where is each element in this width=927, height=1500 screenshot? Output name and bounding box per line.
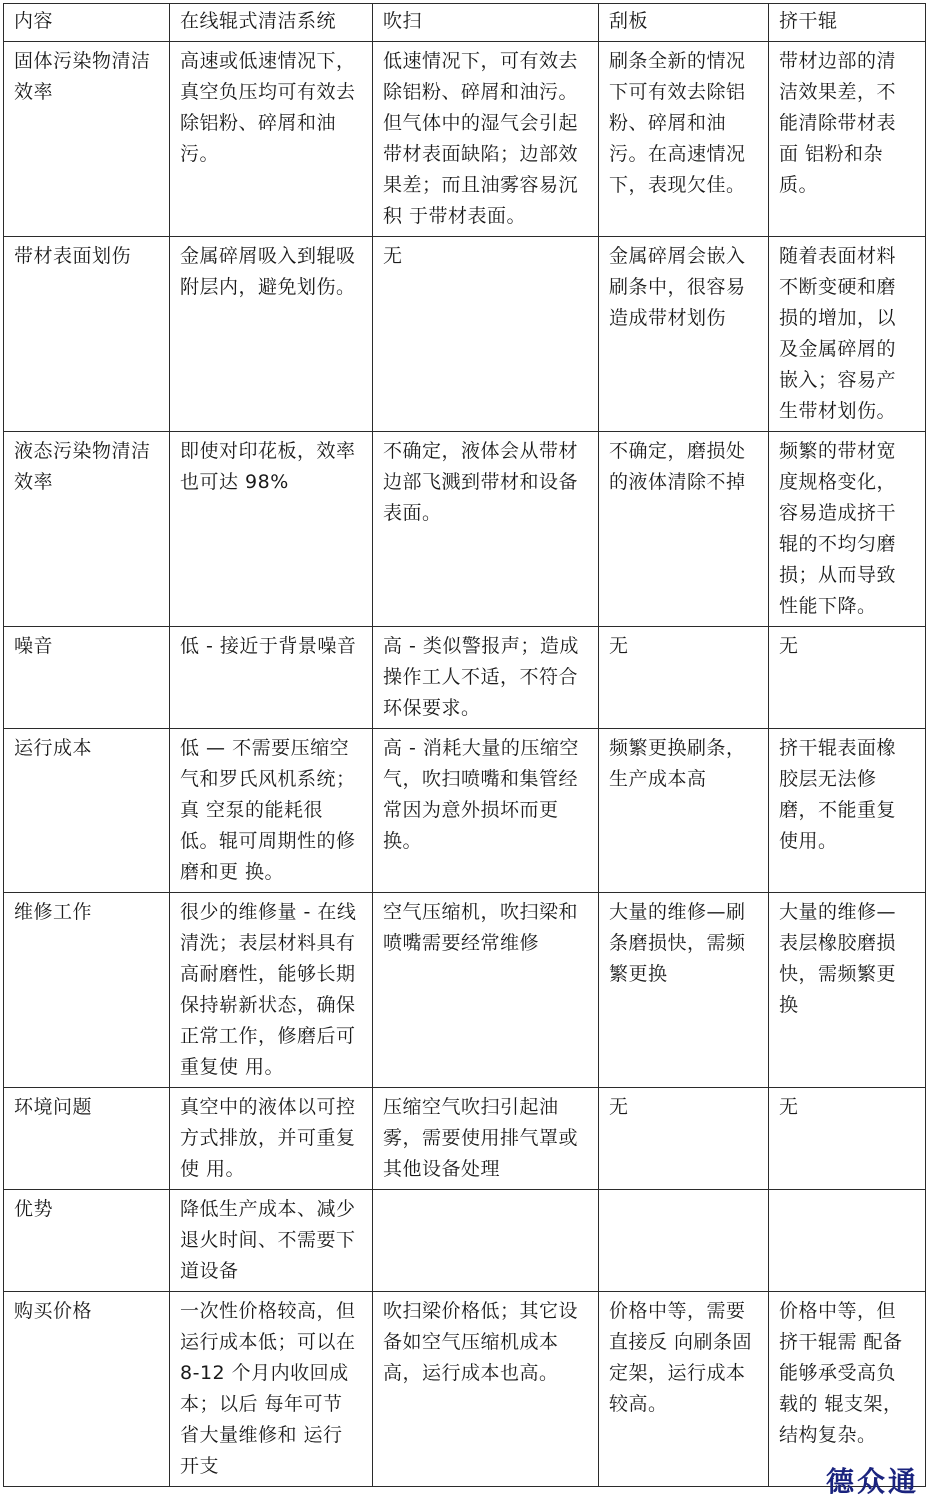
table-cell: 挤干辊表面橡胶层无法修磨，不能重复使用。	[769, 729, 926, 893]
header-cell-content: 内容	[4, 4, 170, 42]
table-cell: 压缩空气吹扫引起油雾，需要使用排气罩或其他设备处理	[373, 1088, 599, 1190]
table-row	[4, 237, 926, 432]
table-row	[4, 893, 926, 1088]
header-cell-squeeze-roller: 挤干辊	[769, 4, 926, 42]
table-row	[4, 42, 926, 237]
table-row	[4, 1292, 926, 1487]
row-label: 带材表面划伤	[4, 237, 170, 432]
brand-logo-text: 德众通	[825, 1465, 919, 1498]
table-cell: 金属碎屑吸入到辊吸附层内，避免划伤。	[170, 237, 373, 432]
comparison-table	[3, 3, 926, 1487]
header-cell-roller-cleaning: 在线辊式清洁系统	[170, 4, 373, 42]
row-label: 噪音	[4, 627, 170, 729]
table-cell: 不确定，磨损处的液体清除不掉	[599, 432, 769, 627]
table-cell: 价格中等，需要直接反 向刷条固定架，运行成本较高。	[599, 1292, 769, 1487]
table-row	[4, 729, 926, 893]
table-cell: 高 - 消耗大量的压缩空气，吹扫喷嘴和集管经常因为意外损坏而更换。	[373, 729, 599, 893]
table-cell: 高速或低速情况下，真空负压均可有效去除铝粉、碎屑和油污。	[170, 42, 373, 237]
table-cell: 无	[769, 627, 926, 729]
table-cell: 吹扫梁价格低；其它设备如空气压缩机成本高，运行成本也高。	[373, 1292, 599, 1487]
table-cell: 金属碎屑会嵌入刷条中，很容易造成带材划伤	[599, 237, 769, 432]
header-cell-blowing: 吹扫	[373, 4, 599, 42]
table-cell: 低速情况下，可有效去除铝粉、碎屑和油污。但气体中的湿气会引起带材表面缺陷；边部效果差；而且油雾容易沉积 于带材表面。	[373, 42, 599, 237]
table-cell	[373, 1190, 599, 1292]
table-cell: 频繁更换刷条，生产成本高	[599, 729, 769, 893]
table-cell: 频繁的带材宽度规格变化，容易造成挤干辊的不均匀磨损；从而导致性能下降。	[769, 432, 926, 627]
table-cell: 随着表面材料不断变硬和磨损的增加，以及金属碎屑的嵌入；容易产生带材划伤。	[769, 237, 926, 432]
table-cell: 不确定，液体会从带材边部飞溅到带材和设备表面。	[373, 432, 599, 627]
table-row	[4, 432, 926, 627]
table-cell: 即使对印花板，效率也可达 98%	[170, 432, 373, 627]
row-label: 环境问题	[4, 1088, 170, 1190]
table-cell: 很少的维修量 - 在线清洗；表层材料具有高耐磨性，能够长期保持崭新状态，确保正常工作，修磨后可重复使 用。	[170, 893, 373, 1088]
table-cell: 一次性价格较高，但运行成本低；可以在 8-12 个月内收回成本；以后 每年可节省大量维修和 运行开支	[170, 1292, 373, 1487]
table-header-row	[4, 4, 926, 42]
table-cell: 无	[599, 627, 769, 729]
row-label: 运行成本	[4, 729, 170, 893]
table-row	[4, 1190, 926, 1292]
table-cell: 大量的维修—表层橡胶磨损快，需频繁更换	[769, 893, 926, 1088]
table-cell: 无	[599, 1088, 769, 1190]
row-label: 购买价格	[4, 1292, 170, 1487]
row-label: 优势	[4, 1190, 170, 1292]
table-cell: 真空中的液体以可控方式排放，并可重复使 用。	[170, 1088, 373, 1190]
table-cell: 降低生产成本、减少退火时间、不需要下道设备	[170, 1190, 373, 1292]
table-cell: 高 - 类似警报声；造成操作工人不适，不符合环保要求。	[373, 627, 599, 729]
table-cell: 空气压缩机，吹扫梁和喷嘴需要经常维修	[373, 893, 599, 1088]
table-cell: 大量的维修—刷条磨损快，需频繁更换	[599, 893, 769, 1088]
table-row	[4, 1088, 926, 1190]
header-cell-scraper: 刮板	[599, 4, 769, 42]
table-cell: 无	[373, 237, 599, 432]
row-label: 液态污染物清洁效率	[4, 432, 170, 627]
table-cell: 无	[769, 1088, 926, 1190]
row-label: 维修工作	[4, 893, 170, 1088]
table-cell: 带材边部的清洁效果差，不能清除带材表面 铝粉和杂质。	[769, 42, 926, 237]
table-row	[4, 627, 926, 729]
table-cell	[599, 1190, 769, 1292]
table-cell: 刷条全新的情况下可有效去除铝粉、碎屑和油污。在高速情况下，表现欠佳。	[599, 42, 769, 237]
table-cell: 低 — 不需要压缩空气和罗氏风机系统；真 空泵的能耗很低。辊可周期性的修磨和更 换。	[170, 729, 373, 893]
table-cell: 价格中等，但挤干辊需 配备能够承受高负载的 辊支架，结构复杂。	[769, 1292, 926, 1487]
table-cell: 低 - 接近于背景噪音	[170, 627, 373, 729]
table-cell	[769, 1190, 926, 1292]
row-label: 固体污染物清洁效率	[4, 42, 170, 237]
